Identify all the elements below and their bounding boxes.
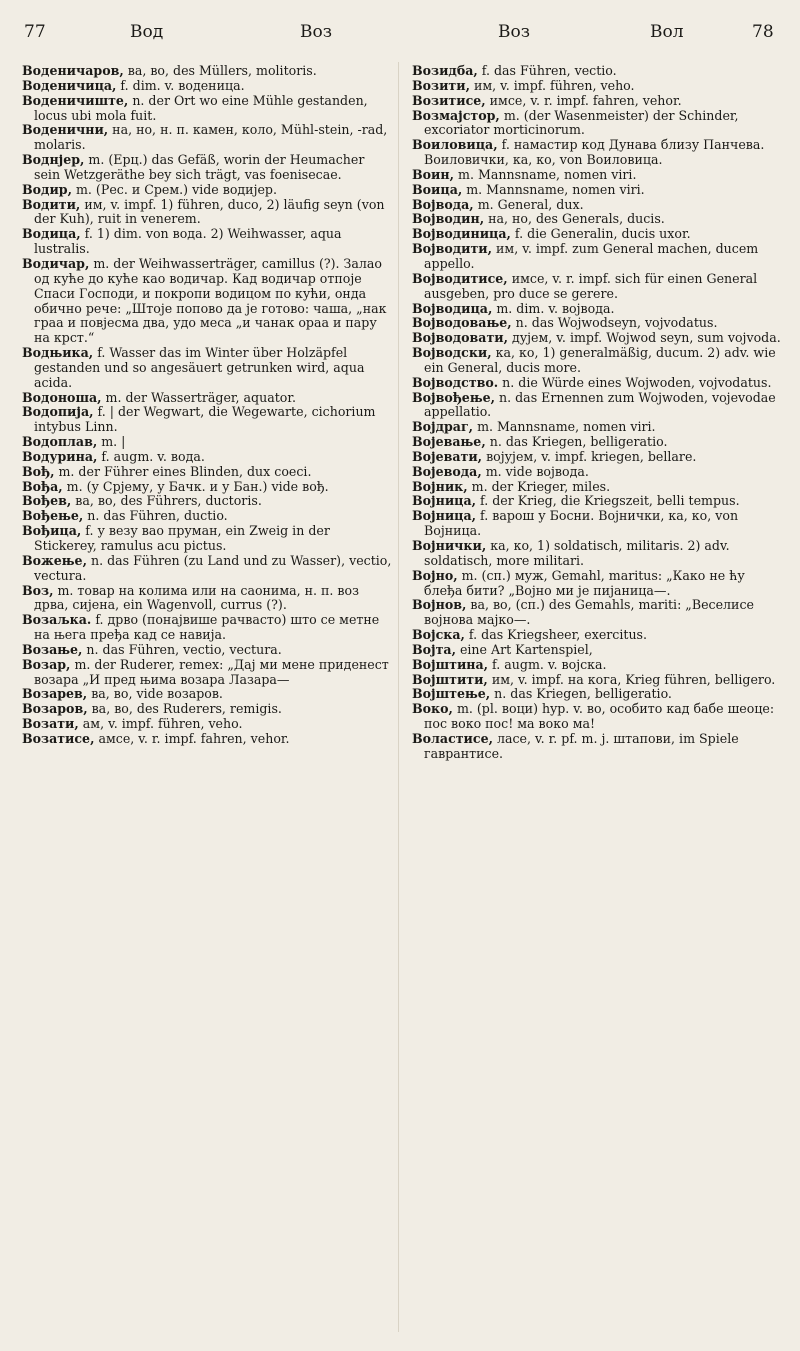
entry-headword: Водичар, (22, 255, 90, 271)
entry-headword: Возитисе, (412, 92, 486, 108)
entry-definition: n. das Führen (zu Land und zu Wasser), vectio, vectura. (34, 552, 392, 583)
dictionary-entry (412, 346, 784, 376)
entry-headword: Возмајстор, (412, 107, 500, 123)
entry-headword: Војник, (412, 478, 468, 494)
entry-definition: n. das Kriegen, belligeratio. (490, 686, 672, 702)
entry-headword: Војно, (412, 567, 458, 583)
entry-definition: n. die Würde eines Wojwoden, vojvodatus. (498, 374, 772, 390)
entry-definition: n. das Ernennen zum Wojwoden, vojevodae appellatio. (424, 389, 776, 420)
dictionary-entry (412, 94, 784, 109)
entry-definition: m. (сп.) муж, Gemahl, maritus: „Како не ћу блеђа бити? „Војно ми је пијаница—. (424, 567, 745, 598)
dictionary-entry (412, 643, 784, 658)
dictionary-entry (22, 687, 394, 702)
dictionary-entry (22, 658, 394, 688)
dictionary-entry (412, 242, 784, 272)
entry-headword: Воин, (412, 166, 454, 182)
entry-headword: Војнов, (412, 597, 467, 613)
entry-definition: m. (der Wasenmeister) der Schinder, excoriator morticinorum. (424, 107, 739, 138)
entry-headword: Воз, (22, 582, 54, 598)
page-number-right: 78 (752, 22, 774, 42)
dictionary-entry (22, 524, 394, 554)
entry-definition: m. vide војвода. (481, 463, 589, 479)
entry-definition: ласе, v. r. pf. m. j. штапови, im Spiele гаврантисе. (424, 730, 739, 761)
entry-headword: Воднјер, (22, 152, 85, 168)
entry-headword: Војводин, (412, 211, 485, 227)
entry-headword: Војта, (412, 641, 456, 657)
entry-headword: Војница, (412, 493, 477, 509)
dictionary-entry (22, 391, 394, 406)
dictionary-entry (22, 480, 394, 495)
entry-definition: f. варош у Босни. Војнички, ка, ко, von Војница. (424, 508, 739, 539)
entry-definition: ам, v. impf. führen, veho. (78, 716, 243, 732)
right-column (412, 64, 784, 762)
dictionary-entry (412, 628, 784, 643)
dictionary-entry (22, 450, 394, 465)
entry-headword: Војдраг, (412, 419, 474, 435)
dictionary-entry (412, 435, 784, 450)
entry-headword: Војводица, (412, 300, 493, 316)
entry-definition: m. der Führer eines Blinden, dux coeci. (54, 463, 312, 479)
dictionary-entry (22, 435, 394, 450)
entry-headword: Војска, (412, 627, 465, 643)
dictionary-entry (22, 554, 394, 584)
entry-headword: Војница, (412, 508, 477, 524)
entry-definition: f. die Generalin, ducis uxor. (510, 226, 691, 242)
entry-headword: Возити, (412, 77, 470, 93)
dictionary-entry (412, 168, 784, 183)
entry-definition: ва, во, (сп.) des Gemahls, mariti: „Веселисе војнова мајко—. (424, 597, 754, 628)
dictionary-entry (22, 153, 394, 183)
dictionary-entry (22, 643, 394, 658)
entry-headword: Возар, (22, 656, 71, 672)
entry-definition: ва, во, vide возаров. (87, 686, 223, 702)
entry-headword: Водурина, (22, 448, 98, 464)
dictionary-entry (412, 227, 784, 242)
dictionary-entry (412, 391, 784, 421)
entry-definition: m. Mannsname, nomen viri. (454, 166, 637, 182)
entry-definition: им, v. impf. на кога, Krieg führen, belligero. (487, 671, 776, 687)
entry-definition: m. (у Срјему, у Бачк. и у Бан.) vide вођ. (62, 478, 329, 494)
dictionary-entry (22, 227, 394, 257)
entry-definition: ва, во, des Führers, ductoris. (71, 493, 262, 509)
entry-headword: Воиловица, (412, 137, 498, 153)
entry-definition: m. der Ruderer, remex: „Дај ми мене приденест возара „И пред њима возара Лазара— (34, 656, 389, 687)
dictionary-entry (412, 687, 784, 702)
entry-headword: Војштити, (412, 671, 488, 687)
dictionary-entry (412, 598, 784, 628)
guide-word-left-1: Вод (130, 22, 164, 42)
entry-headword: Војводитисе, (412, 270, 508, 286)
dictionary-entry (412, 272, 784, 302)
dictionary-entry (412, 569, 784, 599)
entry-headword: Водњика, (22, 345, 94, 361)
entry-headword: Војводски, (412, 345, 492, 361)
entry-definition: f. у везу вао пруман, ein Zweig in der Stickerey, ramulus acu pictus. (34, 523, 330, 553)
entry-definition: f. das Kriegsheer, exercitus. (464, 627, 648, 643)
entry-headword: Водоплав, (22, 434, 98, 450)
entry-headword: Воденичица, (22, 77, 117, 93)
entry-definition: m. General, dux. (473, 196, 584, 212)
entry-headword: Вођица, (22, 523, 82, 539)
entry-headword: Возарев, (22, 686, 88, 702)
entry-definition: f. намастир код Дунава близу Панчева. Воиловички, ка, ко, von Воиловица. (424, 137, 765, 168)
dictionary-entry (412, 198, 784, 213)
entry-definition: амсе, v. r. impf. fahren, vehor. (94, 730, 290, 746)
entry-definition: m. der Wasserträger, aquator. (101, 389, 297, 405)
entry-definition: имсе, v. r. impf. sich für einen General ausgeben, pro duce se gerere. (424, 270, 758, 301)
entry-definition: m. (Рес. и Срем.) vide водијер. (71, 181, 278, 197)
entry-headword: Војводовати, (412, 330, 508, 346)
guide-word-left-2: Воз (300, 22, 332, 42)
entry-definition: m. dim. v. војвода. (492, 300, 615, 316)
page-number-left: 77 (24, 22, 46, 42)
entry-headword: Војвођење, (412, 389, 495, 405)
dictionary-entry (22, 613, 394, 643)
column-divider (398, 62, 399, 1332)
entry-definition: m. (pl. воци) hyp. v. во, особито кад бабе шеоце: пос воко пос! ма воко ма! (424, 701, 775, 732)
entry-headword: Војевање, (412, 434, 486, 450)
dictionary-entry (22, 183, 394, 198)
entry-definition: на, но, des Generals, ducis. (484, 211, 665, 227)
entry-headword: Војводовање, (412, 315, 512, 331)
entry-headword: Водопија, (22, 404, 94, 420)
dictionary-entry (412, 539, 784, 569)
entry-headword: Вођење, (22, 508, 84, 524)
entry-definition: f. augm. v. војска. (488, 656, 607, 672)
entry-headword: Војнички, (412, 538, 487, 553)
entry-headword: Водити, (22, 196, 81, 212)
entry-headword: Возање, (22, 641, 83, 657)
dictionary-entry (412, 109, 784, 139)
entry-headword: Возаров, (22, 701, 88, 717)
entry-definition: n. der Ort wo eine Mühle gestanden, locus ubi mola fuit. (34, 92, 368, 123)
entry-headword: Возидба, (412, 63, 478, 78)
entry-headword: Водица, (22, 226, 81, 242)
entry-definition: f. augm. v. вода. (97, 448, 205, 464)
dictionary-entry (412, 316, 784, 331)
entry-headword: Војевати, (412, 448, 483, 464)
dictionary-entry (412, 732, 784, 762)
entry-headword: Војштење, (412, 686, 491, 702)
entry-headword: Воденичаров, (22, 63, 124, 78)
entry-definition: n. das Führen, vectio, vectura. (82, 641, 282, 657)
dictionary-entry (412, 183, 784, 198)
left-column (22, 64, 394, 747)
dictionary-entry (412, 64, 784, 79)
entry-definition: дујем, v. impf. Wojwod seyn, sum vojvoda. (507, 330, 781, 346)
entry-headword: Водир, (22, 181, 72, 197)
dictionary-entry (412, 465, 784, 480)
entry-definition: f. Wasser das im Winter über Holzäpfel gestanden und so angesäuert getrunken wird, aqua acida. (34, 345, 365, 390)
entry-definition: f. dim. v. воденица. (116, 77, 245, 93)
entry-headword: Вођа, (22, 478, 63, 494)
entry-definition: f. das Führen, vectio. (477, 63, 617, 78)
dictionary-entry (22, 64, 394, 79)
entry-headword: Војевода, (412, 463, 482, 479)
dictionary-entry (22, 584, 394, 614)
entry-headword: Вођев, (22, 493, 72, 509)
dictionary-entry (412, 79, 784, 94)
dictionary-entry (22, 732, 394, 747)
entry-definition: имсе, v. r. impf. fahren, vehor. (485, 92, 682, 108)
dictionary-entry (22, 79, 394, 94)
entry-definition: ва, во, des Ruderers, remigis. (87, 701, 282, 717)
dictionary-entry (22, 198, 394, 228)
entry-headword: Војвода, (412, 196, 474, 212)
dictionary-entry (412, 212, 784, 227)
entry-definition: m. товар на колима или на саонима, н. п. воз дрва, сијена, ein Wagenvoll, currus (?). (34, 582, 359, 613)
entry-headword: Возати, (22, 716, 79, 732)
entry-definition: им, v. impf. führen, veho. (469, 77, 635, 93)
dictionary-entry (22, 509, 394, 524)
dictionary-entry (412, 509, 784, 539)
dictionary-entry (412, 673, 784, 688)
dictionary-entry (412, 331, 784, 346)
entry-definition: војујем, v. impf. kriegen, bellare. (482, 448, 697, 464)
entry-definition: ва, во, des Müllers, molitoris. (123, 63, 317, 78)
entry-headword: Воко, (412, 701, 453, 717)
entry-headword: Возатисе, (22, 730, 95, 746)
entry-definition: f. дрво (понајвише рачвасто) што се метне на њега пређа кад се навија. (34, 612, 380, 643)
dictionary-entry (22, 405, 394, 435)
entry-definition: m. | (97, 434, 126, 450)
entry-definition: n. das Führen, ductio. (83, 508, 228, 524)
guide-word-right-1: Воз (498, 22, 530, 42)
guide-word-right-2: Вол (650, 22, 684, 42)
dictionary-entry (412, 494, 784, 509)
entry-definition: на, но, н. п. камен, коло, Mühl-stein, -rad, molaris. (34, 122, 388, 153)
entry-headword: Воденичиште, (22, 92, 129, 108)
entry-definition: ка, ко, 1) soldatisch, militaris. 2) adv. soldatisch, more militari. (424, 538, 730, 568)
dictionary-entry (22, 123, 394, 153)
entry-definition: им, v. impf. 1) führen, duco, 2) läufig seyn (von der Kuh), ruit in venerem. (34, 196, 385, 227)
entry-definition: m. der Krieger, miles. (467, 478, 611, 494)
entry-definition: f. 1) dim. von вода. 2) Weihwasser, aqua lustralis. (34, 226, 342, 257)
dictionary-entry (22, 465, 394, 480)
entry-definition: m. (Ерц.) das Gefäß, worin der Heumacher sein Wetzgeräthe bey sich trägt, vas foenisecae. (34, 152, 365, 182)
dictionary-entry (22, 346, 394, 391)
dictionary-entry (22, 717, 394, 732)
entry-definition: m. der Weihwasserträger, camillus (?). Залао од куће до куће као водичар. Кад водичар отпоје Спаси Господи, и покропи водицом по кући, онда обично рече: „Штоје попово да је готово: чаша, „нак граа и повјесма два, удо меса „и чанак ораа и пару на крст.“ (34, 255, 387, 346)
dictionary-entry (412, 420, 784, 435)
entry-definition: m. Mannsname, nomen viri. (473, 419, 656, 435)
entry-definition: f. | der Wegwart, die Wegewarte, cichorium intybus Linn. (34, 404, 376, 435)
entry-definition: m. Mannsname, nomen viri. (462, 181, 645, 197)
dictionary-entry (412, 376, 784, 391)
entry-headword: Вожење, (22, 552, 87, 568)
dictionary-entry (412, 658, 784, 673)
dictionary-entry (22, 94, 394, 124)
entry-headword: Војводство. (412, 374, 499, 390)
dictionary-entry (412, 450, 784, 465)
dictionary-entry (412, 480, 784, 495)
entry-headword: Возаљка. (22, 612, 92, 628)
entry-definition: ка, ко, 1) generalmäßig, ducum. 2) adv. wie ein General, ducis more. (424, 345, 776, 375)
dictionary-entry (22, 494, 394, 509)
dictionary-entry (412, 138, 784, 168)
entry-headword: Војводиница, (412, 226, 511, 242)
entry-headword: Водоноша, (22, 389, 102, 405)
dictionary-entry (412, 302, 784, 317)
entry-headword: Воица, (412, 181, 463, 197)
dictionary-entry (22, 702, 394, 717)
entry-definition: n. das Kriegen, belligeratio. (485, 434, 668, 450)
entry-headword: Војштина, (412, 656, 489, 672)
dictionary-entry (22, 257, 394, 346)
entry-headword: Војводити, (412, 241, 493, 257)
entry-definition: n. das Wojwodseyn, vojvodatus. (511, 315, 718, 331)
running-head (0, 22, 800, 52)
entry-definition: им, v. impf. zum General machen, ducem appello. (424, 241, 759, 271)
entry-headword: Воденични, (22, 122, 109, 138)
entry-definition: f. der Krieg, die Kriegszeit, belli tempus. (476, 493, 740, 509)
dictionary-entry (412, 702, 784, 732)
entry-definition: eine Art Kartenspiel, (455, 641, 593, 657)
entry-headword: Воластисе, (412, 730, 493, 746)
entry-headword: Вођ, (22, 463, 55, 479)
